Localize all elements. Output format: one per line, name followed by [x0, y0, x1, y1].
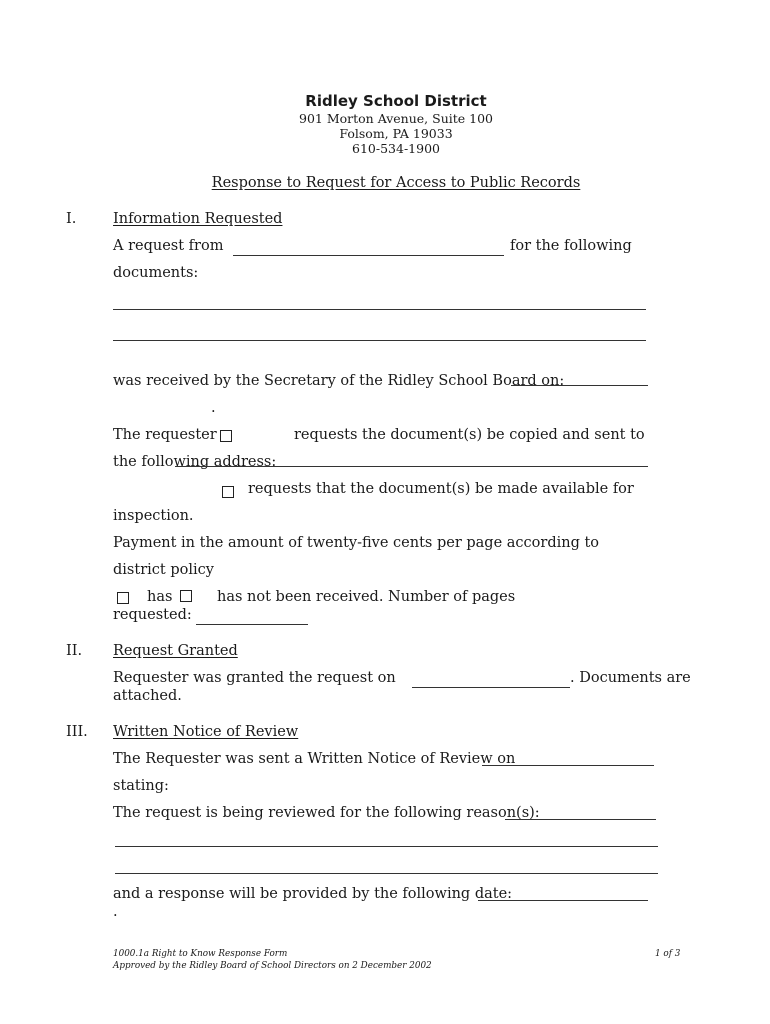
- payment-text-line-2: district policy: [113, 562, 214, 578]
- address-label: the following address:: [113, 454, 277, 470]
- inspection-checkbox[interactable]: [222, 486, 234, 498]
- payment-has-label: has: [147, 589, 173, 605]
- pages-requested-field[interactable]: [196, 624, 308, 625]
- response-date-field[interactable]: [478, 900, 648, 901]
- reasons-line-1[interactable]: [115, 846, 658, 847]
- documents-line-1[interactable]: [113, 309, 646, 310]
- request-from-suffix: for the following: [510, 238, 632, 254]
- received-date-field[interactable]: [511, 385, 648, 386]
- granted-text: Requester was granted the request on: [113, 670, 396, 686]
- notice-date-field[interactable]: [482, 765, 654, 766]
- payment-not-received-checkbox[interactable]: [180, 590, 192, 602]
- address-line-2: Folsom, PA 19033: [339, 126, 453, 141]
- reasons-text: The request is being reviewed for the following reason(s):: [113, 805, 540, 821]
- granted-date-field[interactable]: [412, 687, 570, 688]
- section-2-heading: Request Granted: [113, 643, 238, 659]
- address-field[interactable]: [175, 466, 648, 467]
- section-1-heading: Information Requested: [113, 211, 283, 227]
- inspection-label: inspection.: [113, 508, 194, 524]
- pages-requested-label: requested:: [113, 607, 192, 623]
- copy-and-send-option: requests the document(s) be copied and sent to: [294, 427, 645, 443]
- form-title: Response to Request for Access to Public Records: [211, 175, 581, 191]
- documents-label: documents:: [113, 265, 199, 281]
- notice-text: The Requester was sent a Written Notice of Review on: [113, 751, 516, 767]
- payment-text-line-1: Payment in the amount of twenty-five cents per page according to: [113, 535, 600, 551]
- section-1-numeral: I.: [66, 211, 77, 227]
- response-period: .: [113, 904, 118, 920]
- documents-line-2[interactable]: [113, 340, 646, 341]
- inspection-option: requests that the document(s) be made available for: [248, 481, 634, 497]
- copy-and-send-checkbox[interactable]: [220, 430, 232, 442]
- attached-label: attached.: [113, 688, 182, 704]
- request-from-label: A request from: [113, 238, 224, 254]
- reasons-field[interactable]: [505, 819, 656, 820]
- payment-received-checkbox[interactable]: [117, 592, 129, 604]
- stating-label: stating:: [113, 778, 169, 794]
- requester-label: The requester: [113, 427, 217, 443]
- response-date-text: and a response will be provided by the following date:: [113, 886, 513, 902]
- section-3-numeral: III.: [66, 724, 88, 740]
- footer-approval: Approved by the Ridley Board of School Directors on 2 December 2002: [113, 961, 432, 971]
- footer-form-name: 1000.1a Right to Know Response Form: [113, 949, 288, 959]
- phone-number: 610-534-1900: [352, 141, 440, 156]
- payment-not-received-label: has not been received. Number of pages: [217, 589, 516, 605]
- footer-page-number: 1 of 3: [655, 949, 681, 959]
- reasons-line-2[interactable]: [115, 873, 658, 874]
- requester-name-field[interactable]: [233, 255, 504, 256]
- address-line-1: 901 Morton Avenue, Suite 100: [299, 111, 493, 126]
- section-3-heading: Written Notice of Review: [113, 724, 299, 740]
- granted-suffix: . Documents are: [570, 670, 691, 686]
- received-text: was received by the Secretary of the Ridley School Board on:: [113, 373, 565, 389]
- section-2-numeral: II.: [66, 643, 83, 659]
- received-period: .: [211, 400, 216, 416]
- organization-name: Ridley School District: [305, 92, 487, 110]
